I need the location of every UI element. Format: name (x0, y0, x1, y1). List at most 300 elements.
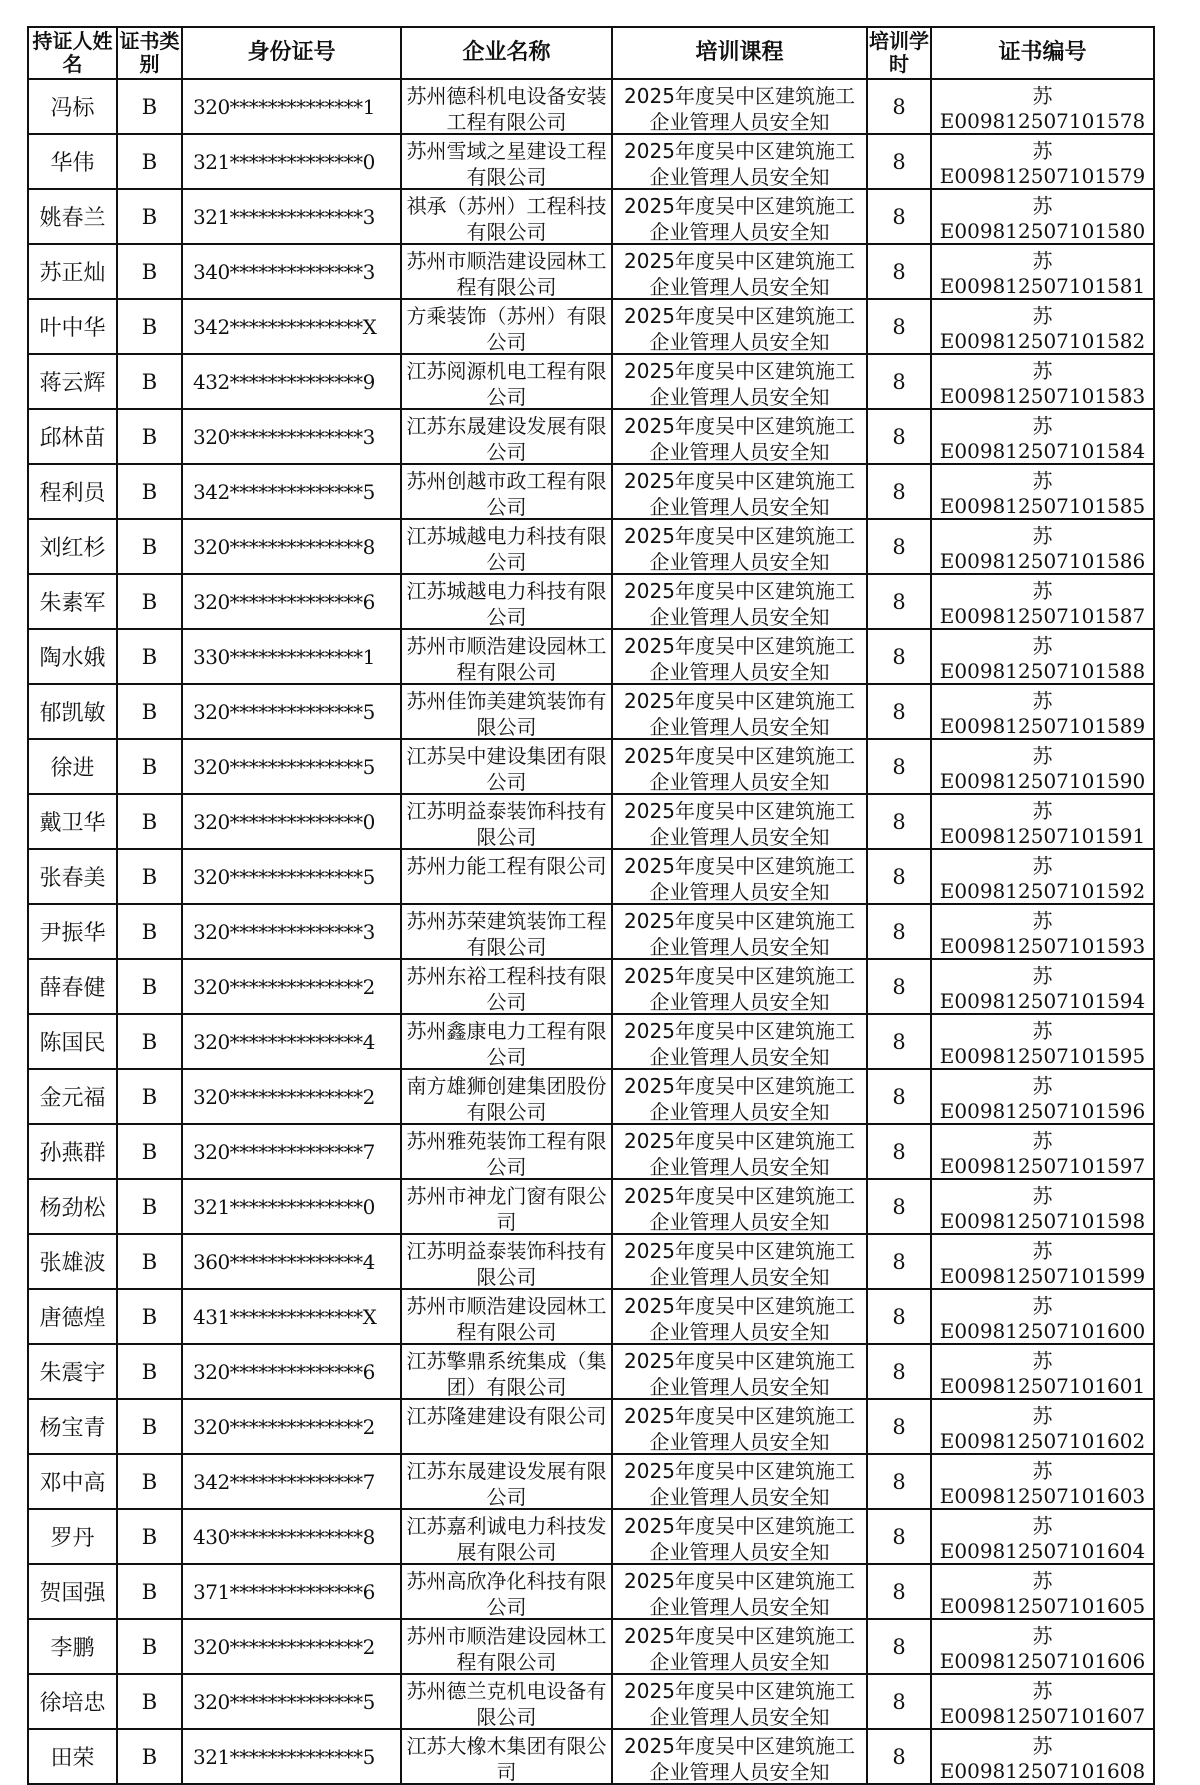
cell-id-number: 320**************8 (182, 519, 401, 574)
cell-cert-no: 苏E009812507101579 (931, 134, 1154, 189)
cell-id-number: 342**************5 (182, 464, 401, 519)
cell-id-number: 432**************9 (182, 354, 401, 409)
cell-id-number: 321**************5 (182, 1729, 401, 1784)
table-row (28, 1399, 1154, 1454)
cell-course (612, 1619, 867, 1674)
cell-category: B (117, 959, 182, 1014)
cell-id-number: 320**************0 (182, 794, 401, 849)
cell-name: 金元福 (28, 1069, 117, 1124)
cell-hours: 8 (867, 1674, 931, 1729)
cell-category: B (117, 629, 182, 684)
cell-name: 田荣 (28, 1729, 117, 1784)
cell-company-text: 江苏城越电力科技有限公司 (406, 579, 607, 627)
cell-course (612, 1344, 867, 1399)
cell-id-number: 320**************2 (182, 1069, 401, 1124)
table-row (28, 1069, 1154, 1124)
cell-cert-no: 苏E009812507101580 (931, 189, 1154, 244)
cell-course (612, 1564, 867, 1619)
cell-category: B (117, 1234, 182, 1289)
cell-cert-no: 苏E009812507101598 (931, 1179, 1154, 1234)
cell-company-text: 苏州德兰克机电设备有限公司 (406, 1679, 607, 1727)
cell-hours: 8 (867, 574, 931, 629)
cell-category: B (117, 739, 182, 794)
cell-category: B (117, 1674, 182, 1729)
cell-id-number: 320**************5 (182, 684, 401, 739)
cell-hours: 8 (867, 409, 931, 464)
cell-category: B (117, 409, 182, 464)
cell-id-number: 320**************5 (182, 849, 401, 904)
cell-hours: 8 (867, 794, 931, 849)
cell-hours: 8 (867, 244, 931, 299)
cell-cert-no: 苏E009812507101607 (931, 1674, 1154, 1729)
table-row (28, 1509, 1154, 1564)
cell-hours: 8 (867, 1179, 931, 1234)
header-hours: 培训学时 (867, 27, 931, 79)
cell-company (401, 794, 612, 849)
cell-name: 杨宝青 (28, 1399, 117, 1454)
cell-course-text: 2025年度吴中区建筑施工企业管理人员安全知 (624, 249, 855, 297)
cell-id-number: 321**************3 (182, 189, 401, 244)
cell-id-number: 320**************5 (182, 739, 401, 794)
cell-hours: 8 (867, 1289, 931, 1344)
cell-company-text: 苏州鑫康电力工程有限公司 (406, 1019, 607, 1067)
cell-category: B (117, 904, 182, 959)
table-row (28, 629, 1154, 684)
cell-name: 戴卫华 (28, 794, 117, 849)
table-row (28, 244, 1154, 299)
cell-name: 姚春兰 (28, 189, 117, 244)
cell-course-text: 2025年度吴中区建筑施工企业管理人员安全知 (624, 194, 855, 242)
cell-id-number: 430**************8 (182, 1509, 401, 1564)
cell-name: 蒋云辉 (28, 354, 117, 409)
cell-course (612, 409, 867, 464)
cell-category: B (117, 684, 182, 739)
cell-category: B (117, 1454, 182, 1509)
cell-course-text: 2025年度吴中区建筑施工企业管理人员安全知 (624, 469, 855, 517)
cell-cert-no: 苏E009812507101605 (931, 1564, 1154, 1619)
cell-name: 邱林苗 (28, 409, 117, 464)
cell-name: 朱素军 (28, 574, 117, 629)
table-row (28, 1564, 1154, 1619)
table-row (28, 959, 1154, 1014)
cell-cert-no: 苏E009812507101595 (931, 1014, 1154, 1069)
cell-id-number: 330**************1 (182, 629, 401, 684)
cell-course-text: 2025年度吴中区建筑施工企业管理人员安全知 (624, 139, 855, 187)
cell-name: 郁凯敏 (28, 684, 117, 739)
table-row (28, 1619, 1154, 1674)
cell-company-text: 江苏隆建建设有限公司 (406, 1404, 607, 1428)
cell-course-text: 2025年度吴中区建筑施工企业管理人员安全知 (624, 1569, 855, 1617)
cell-id-number: 320**************2 (182, 1619, 401, 1674)
cell-cert-no: 苏E009812507101591 (931, 794, 1154, 849)
cell-cert-no: 苏E009812507101578 (931, 79, 1154, 134)
cell-company (401, 739, 612, 794)
cell-name: 陈国民 (28, 1014, 117, 1069)
cell-course-text: 2025年度吴中区建筑施工企业管理人员安全知 (624, 1679, 855, 1727)
header-row (28, 27, 1154, 79)
table-row (28, 189, 1154, 244)
cell-cert-no: 苏E009812507101600 (931, 1289, 1154, 1344)
cell-company (401, 354, 612, 409)
cell-company-text: 方乘装饰（苏州）有限公司 (406, 304, 607, 352)
cell-course-text: 2025年度吴中区建筑施工企业管理人员安全知 (624, 414, 855, 462)
cell-company (401, 1399, 612, 1454)
cell-name: 朱震宇 (28, 1344, 117, 1399)
table-row (28, 79, 1154, 134)
header-id-number: 身份证号 (182, 27, 401, 79)
cell-course-text: 2025年度吴中区建筑施工企业管理人员安全知 (624, 1074, 855, 1122)
cell-course-text: 2025年度吴中区建筑施工企业管理人员安全知 (624, 304, 855, 352)
cell-course-text: 2025年度吴中区建筑施工企业管理人员安全知 (624, 854, 855, 902)
table-row (28, 1179, 1154, 1234)
cell-cert-no: 苏E009812507101593 (931, 904, 1154, 959)
cell-company-text: 苏州市顺浩建设园林工程有限公司 (406, 249, 607, 297)
table-row (28, 1124, 1154, 1179)
cell-course (612, 1399, 867, 1454)
cell-company (401, 1564, 612, 1619)
cell-course (612, 134, 867, 189)
cell-name: 陶水娥 (28, 629, 117, 684)
cell-course (612, 1289, 867, 1344)
cell-company (401, 79, 612, 134)
cell-company-text: 苏州雅苑装饰工程有限公司 (406, 1129, 607, 1177)
cell-company-text: 江苏擎鼎系统集成（集团）有限公司 (406, 1349, 607, 1397)
header-company: 企业名称 (401, 27, 612, 79)
table-row (28, 849, 1154, 904)
cell-course-text: 2025年度吴中区建筑施工企业管理人员安全知 (624, 744, 855, 792)
cell-company (401, 1124, 612, 1179)
cell-course (612, 354, 867, 409)
cell-hours: 8 (867, 739, 931, 794)
cell-category: B (117, 134, 182, 189)
cell-category: B (117, 574, 182, 629)
cell-course (612, 1124, 867, 1179)
header-cert-no: 证书编号 (931, 27, 1154, 79)
header-name: 持证人姓名 (28, 27, 117, 79)
table-row (28, 684, 1154, 739)
cell-id-number: 321**************0 (182, 134, 401, 189)
cell-course (612, 849, 867, 904)
cell-course (612, 1179, 867, 1234)
table-row (28, 134, 1154, 189)
table-row (28, 409, 1154, 464)
cell-category: B (117, 519, 182, 574)
cell-course-text: 2025年度吴中区建筑施工企业管理人员安全知 (624, 634, 855, 682)
table-row (28, 354, 1154, 409)
cell-cert-no: 苏E009812507101588 (931, 629, 1154, 684)
cell-company (401, 629, 612, 684)
cell-hours: 8 (867, 959, 931, 1014)
cell-company-text: 苏州高欣净化科技有限公司 (406, 1569, 607, 1617)
cell-company-text: 苏州雪域之星建设工程有限公司 (406, 139, 607, 187)
cell-company (401, 1509, 612, 1564)
cell-course (612, 79, 867, 134)
table-row (28, 1674, 1154, 1729)
cell-company (401, 464, 612, 519)
cell-company (401, 189, 612, 244)
table-row (28, 574, 1154, 629)
cell-company (401, 1289, 612, 1344)
cell-id-number: 340**************3 (182, 244, 401, 299)
cell-name: 刘红杉 (28, 519, 117, 574)
cell-name: 唐德煌 (28, 1289, 117, 1344)
cell-hours: 8 (867, 1509, 931, 1564)
cell-category: B (117, 1399, 182, 1454)
cell-hours: 8 (867, 519, 931, 574)
cell-hours: 8 (867, 684, 931, 739)
cell-company (401, 409, 612, 464)
cell-course (612, 244, 867, 299)
cell-company-text: 苏州市顺浩建设园林工程有限公司 (406, 1624, 607, 1672)
header-category: 证书类别 (117, 27, 182, 79)
cell-hours: 8 (867, 79, 931, 134)
cell-company-text: 苏州力能工程有限公司 (406, 854, 607, 878)
cell-company (401, 574, 612, 629)
cell-company (401, 244, 612, 299)
cell-hours: 8 (867, 1729, 931, 1784)
cell-hours: 8 (867, 1124, 931, 1179)
cell-course (612, 1234, 867, 1289)
cell-course-text: 2025年度吴中区建筑施工企业管理人员安全知 (624, 1294, 855, 1342)
cell-id-number: 342**************X (182, 299, 401, 354)
cell-hours: 8 (867, 1344, 931, 1399)
cell-company-text: 江苏城越电力科技有限公司 (406, 524, 607, 572)
cell-category: B (117, 1289, 182, 1344)
cell-hours: 8 (867, 464, 931, 519)
cell-category: B (117, 189, 182, 244)
cell-company (401, 849, 612, 904)
cell-cert-no: 苏E009812507101581 (931, 244, 1154, 299)
cell-course-text: 2025年度吴中区建筑施工企业管理人员安全知 (624, 1184, 855, 1232)
cell-company (401, 299, 612, 354)
cell-company-text: 苏州市顺浩建设园林工程有限公司 (406, 1294, 607, 1342)
cell-company-text: 祺承（苏州）工程科技有限公司 (406, 194, 607, 242)
cell-course (612, 629, 867, 684)
cell-course (612, 519, 867, 574)
cell-company-text: 苏州德科机电设备安装工程有限公司 (406, 84, 607, 132)
table-row (28, 739, 1154, 794)
cell-name: 杨劲松 (28, 1179, 117, 1234)
cell-course (612, 794, 867, 849)
cell-hours: 8 (867, 629, 931, 684)
cell-company-text: 江苏明益泰装饰科技有限公司 (406, 799, 607, 847)
cell-cert-no: 苏E009812507101604 (931, 1509, 1154, 1564)
cell-company (401, 1179, 612, 1234)
cell-company (401, 1014, 612, 1069)
table-row (28, 904, 1154, 959)
cell-course (612, 1069, 867, 1124)
cell-course-text: 2025年度吴中区建筑施工企业管理人员安全知 (624, 1349, 855, 1397)
cell-cert-no: 苏E009812507101606 (931, 1619, 1154, 1674)
cell-course (612, 904, 867, 959)
cell-cert-no: 苏E009812507101584 (931, 409, 1154, 464)
cell-category: B (117, 79, 182, 134)
cell-company (401, 684, 612, 739)
cell-course-text: 2025年度吴中区建筑施工企业管理人员安全知 (624, 524, 855, 572)
cell-course (612, 574, 867, 629)
cell-course (612, 1509, 867, 1564)
cell-course-text: 2025年度吴中区建筑施工企业管理人员安全知 (624, 1239, 855, 1287)
cell-id-number: 320**************1 (182, 79, 401, 134)
cell-company (401, 1069, 612, 1124)
cell-company (401, 519, 612, 574)
table-row (28, 464, 1154, 519)
cell-company (401, 1619, 612, 1674)
cell-company-text: 江苏东晟建设发展有限公司 (406, 1459, 607, 1507)
cell-name: 华伟 (28, 134, 117, 189)
cell-category: B (117, 244, 182, 299)
cell-course-text: 2025年度吴中区建筑施工企业管理人员安全知 (624, 1129, 855, 1177)
cell-company (401, 904, 612, 959)
cell-company-text: 南方雄狮创建集团股份有限公司 (406, 1074, 607, 1122)
cell-course-text: 2025年度吴中区建筑施工企业管理人员安全知 (624, 1459, 855, 1507)
cell-course-text: 2025年度吴中区建筑施工企业管理人员安全知 (624, 579, 855, 627)
cell-category: B (117, 1069, 182, 1124)
cell-company (401, 1729, 612, 1784)
cell-name: 徐进 (28, 739, 117, 794)
cell-cert-no: 苏E009812507101585 (931, 464, 1154, 519)
cell-hours: 8 (867, 354, 931, 409)
cell-course (612, 1014, 867, 1069)
cell-category: B (117, 794, 182, 849)
cell-course (612, 1454, 867, 1509)
cell-name: 冯标 (28, 79, 117, 134)
cell-hours: 8 (867, 299, 931, 354)
table-row (28, 1344, 1154, 1399)
cell-cert-no: 苏E009812507101602 (931, 1399, 1154, 1454)
cell-category: B (117, 849, 182, 904)
cell-company-text: 苏州佳饰美建筑装饰有限公司 (406, 689, 607, 737)
cell-id-number: 320**************2 (182, 1399, 401, 1454)
cell-cert-no: 苏E009812507101582 (931, 299, 1154, 354)
cell-hours: 8 (867, 1399, 931, 1454)
header-course: 培训课程 (612, 27, 867, 79)
table-row (28, 1729, 1154, 1784)
table-row (28, 1014, 1154, 1069)
cell-cert-no: 苏E009812507101592 (931, 849, 1154, 904)
cell-category: B (117, 1014, 182, 1069)
cell-course-text: 2025年度吴中区建筑施工企业管理人员安全知 (624, 964, 855, 1012)
cell-company (401, 1454, 612, 1509)
cell-company-text: 江苏阅源机电工程有限公司 (406, 359, 607, 407)
certificate-holder-table (27, 26, 1155, 1785)
cell-hours: 8 (867, 849, 931, 904)
cell-company-text: 苏州苏荣建筑装饰工程有限公司 (406, 909, 607, 957)
cell-category: B (117, 1344, 182, 1399)
cell-name: 徐培忠 (28, 1674, 117, 1729)
table-row (28, 299, 1154, 354)
cell-course-text: 2025年度吴中区建筑施工企业管理人员安全知 (624, 689, 855, 737)
cell-course (612, 959, 867, 1014)
cell-course (612, 1729, 867, 1784)
cell-course-text: 2025年度吴中区建筑施工企业管理人员安全知 (624, 1624, 855, 1672)
cell-course-text: 2025年度吴中区建筑施工企业管理人员安全知 (624, 1734, 855, 1782)
cell-cert-no: 苏E009812507101603 (931, 1454, 1154, 1509)
cell-category: B (117, 1564, 182, 1619)
cell-course (612, 739, 867, 794)
cell-hours: 8 (867, 1619, 931, 1674)
cell-hours: 8 (867, 1234, 931, 1289)
cell-id-number: 431**************X (182, 1289, 401, 1344)
cell-company (401, 1234, 612, 1289)
cell-hours: 8 (867, 134, 931, 189)
table-row (28, 1454, 1154, 1509)
cell-category: B (117, 299, 182, 354)
cell-cert-no: 苏E009812507101589 (931, 684, 1154, 739)
cell-company-text: 江苏大橡木集团有限公司 (406, 1734, 607, 1782)
cell-cert-no: 苏E009812507101590 (931, 739, 1154, 794)
cell-cert-no: 苏E009812507101583 (931, 354, 1154, 409)
cell-course-text: 2025年度吴中区建筑施工企业管理人员安全知 (624, 84, 855, 132)
cell-category: B (117, 1729, 182, 1784)
cell-id-number: 320**************3 (182, 904, 401, 959)
cell-course (612, 684, 867, 739)
table-row (28, 1234, 1154, 1289)
cell-hours: 8 (867, 904, 931, 959)
cell-id-number: 320**************7 (182, 1124, 401, 1179)
cell-company-text: 江苏吴中建设集团有限公司 (406, 744, 607, 792)
cell-name: 贺国强 (28, 1564, 117, 1619)
table-row (28, 1289, 1154, 1344)
cell-name: 罗丹 (28, 1509, 117, 1564)
cell-id-number: 320**************3 (182, 409, 401, 464)
cell-company-text: 苏州市神龙门窗有限公司 (406, 1184, 607, 1232)
cell-id-number: 320**************2 (182, 959, 401, 1014)
cell-name: 薛春健 (28, 959, 117, 1014)
cell-id-number: 342**************7 (182, 1454, 401, 1509)
cell-course-text: 2025年度吴中区建筑施工企业管理人员安全知 (624, 1404, 855, 1452)
cell-category: B (117, 1179, 182, 1234)
cell-company (401, 1344, 612, 1399)
cell-id-number: 320**************6 (182, 1344, 401, 1399)
cell-company-text: 江苏嘉利诚电力科技发展有限公司 (406, 1514, 607, 1562)
table-row (28, 794, 1154, 849)
cell-cert-no: 苏E009812507101596 (931, 1069, 1154, 1124)
cell-name: 邓中高 (28, 1454, 117, 1509)
cell-category: B (117, 354, 182, 409)
cell-id-number: 320**************6 (182, 574, 401, 629)
cell-course (612, 299, 867, 354)
cell-cert-no: 苏E009812507101599 (931, 1234, 1154, 1289)
cell-company-text: 苏州创越市政工程有限公司 (406, 469, 607, 517)
cell-name: 苏正灿 (28, 244, 117, 299)
cell-hours: 8 (867, 1069, 931, 1124)
cell-cert-no: 苏E009812507101597 (931, 1124, 1154, 1179)
cell-hours: 8 (867, 1454, 931, 1509)
cell-hours: 8 (867, 1564, 931, 1619)
cell-course (612, 464, 867, 519)
cell-company-text: 江苏东晟建设发展有限公司 (406, 414, 607, 462)
cell-id-number: 360**************4 (182, 1234, 401, 1289)
cell-company-text: 江苏明益泰装饰科技有限公司 (406, 1239, 607, 1287)
cell-company (401, 1674, 612, 1729)
cell-course-text: 2025年度吴中区建筑施工企业管理人员安全知 (624, 359, 855, 407)
cell-course-text: 2025年度吴中区建筑施工企业管理人员安全知 (624, 799, 855, 847)
cell-id-number: 320**************5 (182, 1674, 401, 1729)
cell-name: 李鹏 (28, 1619, 117, 1674)
cell-category: B (117, 464, 182, 519)
cell-name: 尹振华 (28, 904, 117, 959)
cell-name: 张雄波 (28, 1234, 117, 1289)
cell-name: 孙燕群 (28, 1124, 117, 1179)
cell-category: B (117, 1619, 182, 1674)
cell-cert-no: 苏E009812507101587 (931, 574, 1154, 629)
cell-course-text: 2025年度吴中区建筑施工企业管理人员安全知 (624, 1514, 855, 1562)
cell-cert-no: 苏E009812507101601 (931, 1344, 1154, 1399)
cell-cert-no: 苏E009812507101586 (931, 519, 1154, 574)
cell-id-number: 320**************4 (182, 1014, 401, 1069)
cell-id-number: 321**************0 (182, 1179, 401, 1234)
